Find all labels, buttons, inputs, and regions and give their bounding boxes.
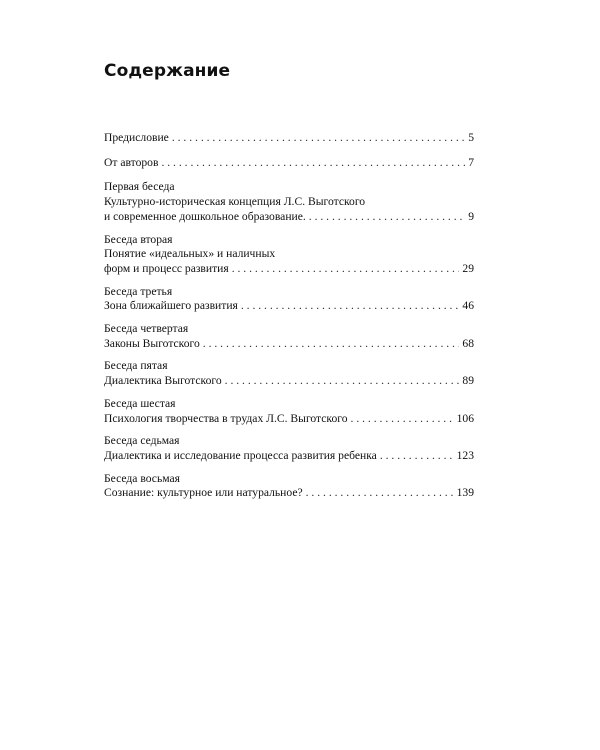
toc-entry-title: Зона ближайшего развития <box>104 299 238 313</box>
dot-leader <box>309 210 465 225</box>
toc-entry-title: Законы Выготского <box>104 336 200 350</box>
toc-entry-heading: Беседа шестая <box>104 396 176 410</box>
toc-page-number: 7 <box>468 155 474 169</box>
toc-entry-conversation-2[interactable] <box>104 233 474 277</box>
toc-entry-heading: Беседа пятая <box>104 359 168 373</box>
toc-entry-title: Диалектика Выготского <box>104 374 222 388</box>
toc-entry-title: форм и процесс развития <box>104 261 229 275</box>
toc-page-number: 139 <box>456 486 474 500</box>
toc-entry-title: и современное дошкольное образование. <box>104 209 306 223</box>
toc-entry-subtitle: Понятие «идеальных» и наличных <box>104 247 276 261</box>
dot-leader <box>241 299 460 314</box>
toc-page-number: 9 <box>468 209 474 223</box>
toc-entry-conversation-5[interactable] <box>104 359 474 388</box>
toc-entry-preface[interactable] <box>104 131 474 146</box>
toc-entry-conversation-7[interactable] <box>104 434 474 463</box>
dot-leader <box>161 156 465 171</box>
toc-entry-subtitle: Культурно-историческая концепция Л.С. Выготского <box>104 195 366 209</box>
table-of-contents <box>104 131 474 509</box>
toc-entry-conversation-4[interactable] <box>104 322 474 351</box>
toc-entry-heading: Первая беседа <box>104 180 175 194</box>
toc-page-number: 68 <box>462 336 474 350</box>
toc-page-number: 5 <box>468 131 474 144</box>
toc-entry-conversation-6[interactable] <box>104 397 474 426</box>
toc-entry-heading: Беседа четвертая <box>104 322 189 336</box>
toc-page-number: 29 <box>462 261 474 275</box>
dot-leader <box>380 449 454 464</box>
toc-page-number: 106 <box>456 411 474 425</box>
toc-entry-heading: Беседа восьмая <box>104 471 180 485</box>
dot-leader <box>306 486 454 501</box>
dot-leader <box>203 337 460 352</box>
toc-entry-conversation-3[interactable] <box>104 285 474 314</box>
page-title: Содержание <box>104 61 231 81</box>
dot-leader <box>232 262 460 277</box>
toc-entry-heading: Беседа седьмая <box>104 434 180 448</box>
toc-page-number: 123 <box>456 448 474 462</box>
dot-leader <box>225 374 460 389</box>
toc-entry-from-authors[interactable] <box>104 156 474 171</box>
toc-page-number: 46 <box>462 299 474 313</box>
toc-entry-title: Предисловие <box>104 131 169 144</box>
toc-entry-title: Сознание: культурное или натуральное? <box>104 486 303 500</box>
dot-leader <box>172 131 465 146</box>
dot-leader <box>351 412 454 427</box>
toc-entry-heading: Беседа третья <box>104 284 173 298</box>
toc-entry-heading: Беседа вторая <box>104 232 173 246</box>
toc-entry-conversation-1[interactable] <box>104 180 474 224</box>
toc-page-number: 89 <box>462 374 474 388</box>
toc-entry-title: Диалектика и исследование процесса развития ребенка <box>104 448 377 462</box>
toc-entry-conversation-8[interactable] <box>104 472 474 501</box>
toc-entry-title: От авторов <box>104 155 159 169</box>
toc-entry-title: Психология творчества в трудах Л.С. Выготского <box>104 411 348 425</box>
